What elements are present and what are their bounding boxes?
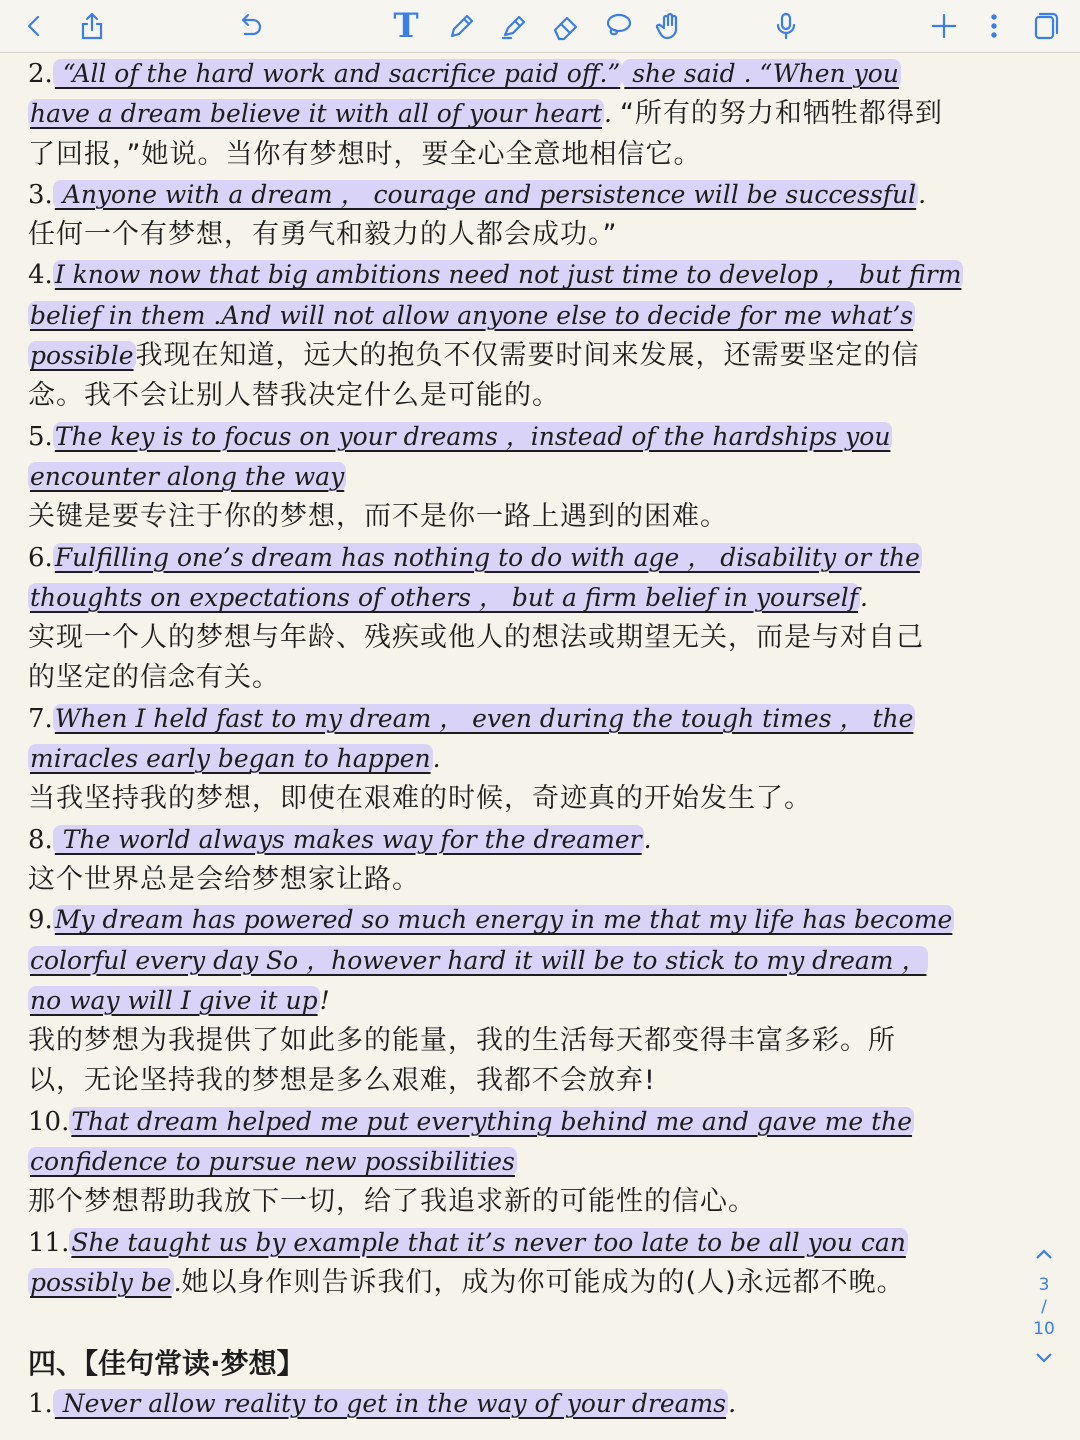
text-tool-icon[interactable] — [384, 4, 428, 48]
note-line — [28, 135, 1048, 175]
page-up-chevron-icon[interactable] — [1022, 1238, 1066, 1274]
item-number: 11. — [28, 1227, 70, 1258]
note-line — [28, 941, 1048, 981]
chinese-translation: 的坚定的信念有关。 — [28, 662, 280, 694]
item-number: 5. — [28, 421, 53, 452]
item-number: 10. — [28, 1106, 70, 1137]
punctuation: . — [432, 744, 441, 774]
note-line — [28, 417, 1048, 457]
note-line — [28, 658, 1048, 698]
highlighted-english-sentence: belief in them .And will not allow anyone else to decide for me what’s — [30, 300, 914, 330]
highlighted-english-sentence: colorful every day So ，however hard it will be to stick to my dream ， — [30, 945, 927, 975]
chinese-translation: 我的梦想为我提供了如此多的能量，我的生活每天都变得丰富多彩。所 — [28, 1025, 896, 1057]
note-line — [28, 618, 1048, 658]
note-line — [28, 699, 1048, 739]
item-number: 8. — [28, 824, 53, 855]
highlighted-english-sentence: no way will I give it up — [30, 985, 318, 1015]
note-line — [28, 1182, 1048, 1222]
item-number: 6. — [28, 542, 53, 573]
highlighted-english-sentence: possibly be — [30, 1267, 172, 1297]
eraser-icon[interactable] — [544, 4, 588, 48]
highlighted-english-sentence: thoughts on expectations of others ， but a firm belief in yourself — [30, 582, 859, 612]
item-number: 1. — [28, 1388, 53, 1419]
item-number: 2. — [28, 59, 53, 89]
chinese-translation: 这个世界总是会给梦想家让路。 — [28, 863, 420, 895]
total-page-count: 10 — [1033, 1319, 1055, 1339]
pages-icon[interactable] — [1022, 4, 1066, 48]
note-line — [28, 215, 1048, 255]
note-line — [28, 981, 1048, 1021]
punctuation: . — [604, 99, 620, 129]
note-line — [28, 336, 1048, 376]
punctuation: ! — [319, 985, 330, 1015]
highlighted-english-sentence: She taught us by example that it’s never too late to be all you can — [71, 1227, 906, 1257]
highlighted-english-sentence: I know now that big ambitions need not just time to develop ， but firm — [54, 260, 962, 290]
section-heading-text: 四、【佳句常读·梦想】 — [28, 1346, 305, 1380]
chinese-translation: 任何一个有梦想，有勇气和毅力的人都会成功。” — [28, 219, 618, 251]
page-navigator — [1022, 1238, 1066, 1408]
page-separator: / — [1041, 1297, 1047, 1317]
highlighted-english-sentence: The world always makes way for the dreamer — [54, 824, 642, 854]
note-line — [28, 54, 1048, 94]
highlighted-english-sentence: confidence to pursue new possibilities — [30, 1147, 515, 1177]
chinese-translation: 以，无论坚持我的梦想是多么艰难，我都不会放弃! — [28, 1065, 656, 1097]
highlighted-english-sentence: Anyone with a dream ， courage and persistence will be successful — [54, 179, 917, 209]
highlighted-english-sentence: When I held fast to my dream ， even during the tough times ， the — [54, 703, 914, 733]
note-line — [28, 94, 1048, 134]
chinese-translation: 我现在知道，远大的抱负不仅需要时间来发展，还需要坚定的信 — [135, 340, 920, 372]
punctuation: . — [728, 1388, 737, 1418]
highlighted-english-sentence: Fulfilling one’s dream has nothing to do with age ， disability or the — [54, 542, 920, 572]
note-line — [28, 900, 1048, 940]
note-line — [28, 578, 1048, 618]
highlighted-english-sentence: encounter along the way — [30, 461, 345, 491]
chinese-translation: 了回报，”她说。当你有梦想时，要全心全意地相信它。 — [28, 138, 702, 170]
note-line — [28, 1102, 1048, 1142]
note-line — [28, 296, 1048, 336]
highlighted-english-sentence: Never allow reality to get in the way of your dreams — [54, 1388, 727, 1418]
undo-icon[interactable] — [228, 4, 272, 48]
note-line — [28, 1384, 1048, 1424]
chinese-translation: 当我坚持我的梦想，即使在艰难的时候，奇迹真的开始发生了。 — [28, 783, 812, 815]
chinese-translation: 实现一个人的梦想与年龄、残疾或他人的想法或期望无关，而是与对自己 — [28, 622, 924, 654]
note-line — [28, 1263, 1048, 1303]
note-line — [28, 497, 1048, 537]
item-number: 3. — [28, 179, 53, 210]
note-line — [28, 1223, 1048, 1263]
note-line — [28, 457, 1048, 497]
note-line — [28, 255, 1048, 295]
punctuation: . — [173, 1267, 182, 1297]
punctuation: . — [918, 179, 927, 209]
note-line — [28, 538, 1048, 578]
note-line — [28, 175, 1048, 215]
chinese-translation: 念。我不会让别人替我决定什么是可能的。 — [28, 380, 560, 412]
pen-icon[interactable] — [440, 4, 484, 48]
highlighted-english-sentence: The key is to focus on your dreams ，instead of the hardships you — [54, 421, 891, 451]
punctuation: . — [643, 824, 652, 854]
chinese-translation: 关键是要专注于你的梦想，而不是你一路上遇到的困难。 — [28, 501, 728, 533]
microphone-icon[interactable] — [764, 4, 808, 48]
highlighted-english-sentence: My dream has powered so much energy in me that my life has become — [54, 905, 953, 935]
text-tool-label: T — [393, 6, 419, 46]
note-line — [28, 1061, 1048, 1101]
note-line — [28, 820, 1048, 860]
chinese-translation: 那个梦想帮助我放下一切，给了我追求新的可能性的信心。 — [28, 1186, 756, 1218]
note-line — [28, 860, 1048, 900]
note-line — [28, 739, 1048, 779]
highlighted-english-sentence: That dream helped me put everything behind me and gave me the — [71, 1106, 913, 1136]
highlighted-english-sentence: have a dream believe it with all of your heart — [30, 99, 603, 129]
section-heading — [28, 1344, 1048, 1384]
blank-line — [28, 1303, 1048, 1343]
highlighted-english-sentence: possible — [30, 341, 134, 371]
punctuation: . — [860, 582, 868, 612]
item-number: 4. — [28, 260, 53, 291]
note-line — [28, 376, 1048, 416]
item-number: 7. — [28, 703, 53, 734]
note-line — [28, 1142, 1048, 1182]
add-icon[interactable] — [922, 4, 966, 48]
share-icon[interactable] — [70, 4, 114, 48]
handwritten-note-text — [28, 54, 1048, 1424]
current-page-number: 3 — [1038, 1275, 1050, 1295]
back-icon[interactable] — [12, 4, 56, 48]
item-number: 9. — [28, 905, 53, 936]
more-icon[interactable] — [972, 4, 1016, 48]
note-page[interactable] — [0, 52, 1080, 1440]
chinese-translation: “所有的努力和牺牲都得到 — [619, 98, 943, 130]
note-line — [28, 1021, 1048, 1061]
chinese-translation: 她以身作则告诉我们，成为你可能成为的(人)永远都不晚。 — [181, 1266, 905, 1298]
highlighted-english-sentence: she said . “When you — [624, 59, 899, 88]
highlighted-english-sentence: “All of the hard work and sacrifice paid off.” — [54, 59, 621, 88]
toolbar — [0, 0, 1080, 53]
hand-icon[interactable] — [648, 4, 692, 48]
lasso-icon[interactable] — [596, 4, 640, 48]
page-down-chevron-icon[interactable] — [1022, 1340, 1066, 1376]
note-line — [28, 779, 1048, 819]
highlighter-icon[interactable] — [492, 4, 536, 48]
highlighted-english-sentence: miracles early began to happen — [30, 744, 431, 774]
